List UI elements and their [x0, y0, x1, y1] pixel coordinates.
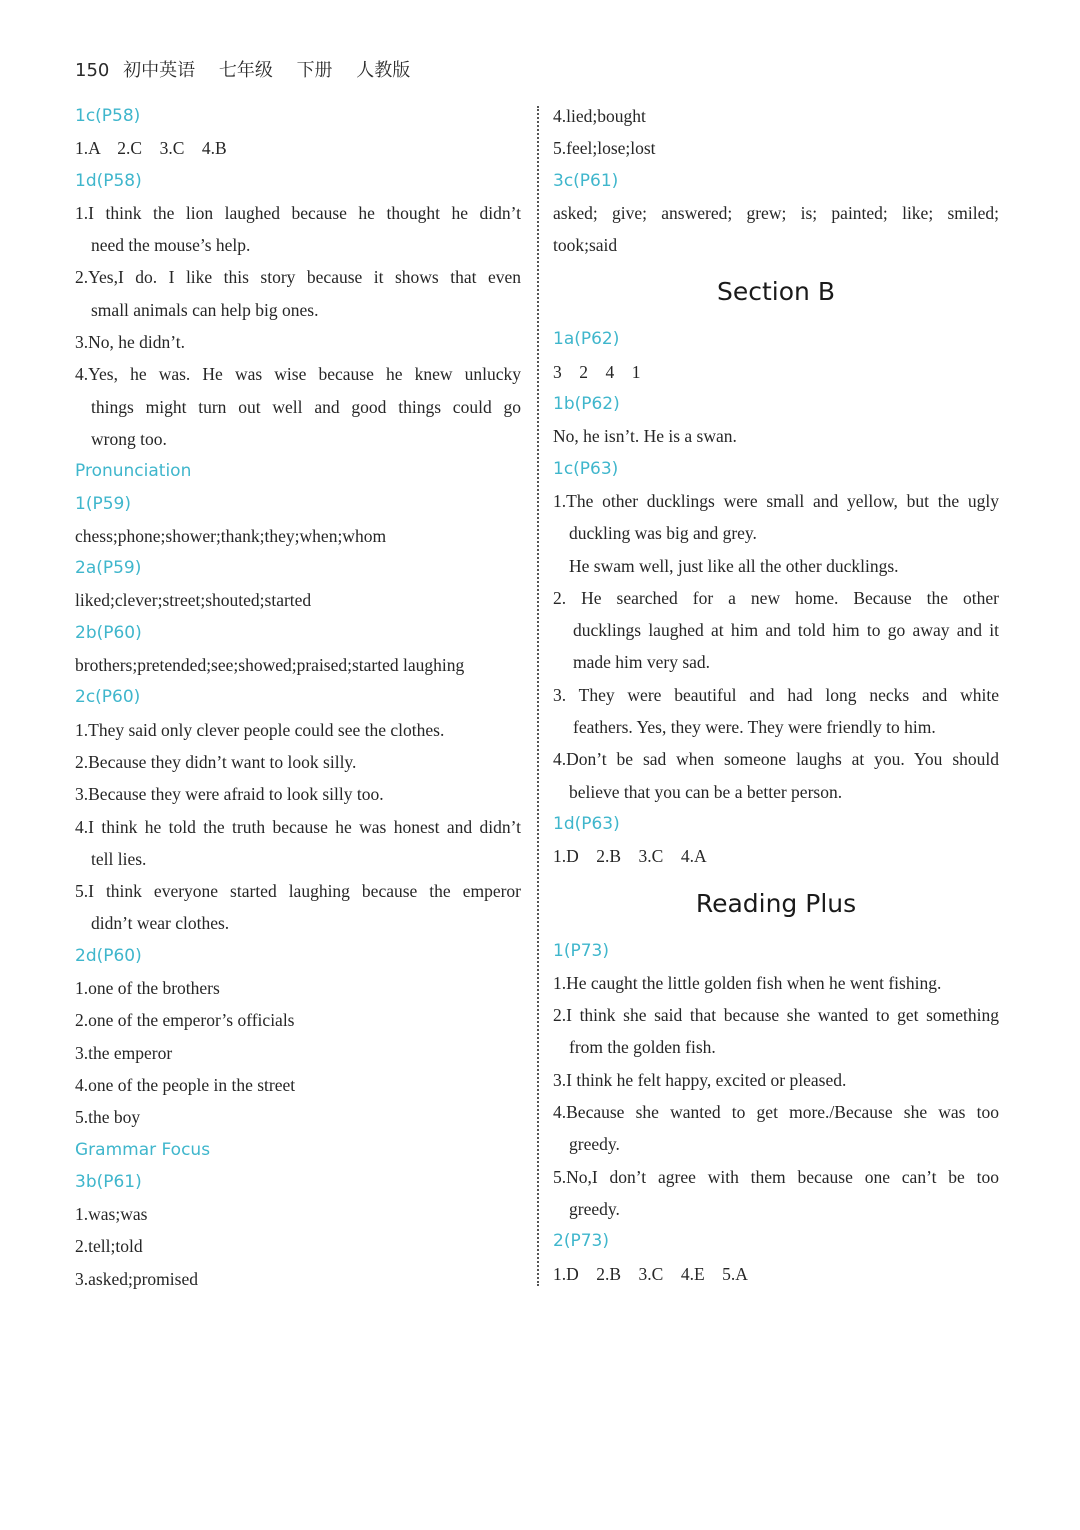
answer-line: 4.Don’t be sad when someone laughs at you. You should [553, 749, 999, 770]
answer-line: 2.tell;told [75, 1236, 143, 1257]
section-label: 1a(P62) [553, 329, 620, 350]
section-label: 1(P59) [75, 493, 131, 514]
answer-line: 4.lied;bought [553, 106, 646, 126]
column-divider [537, 106, 539, 1286]
answer-line: liked;clever;street;shouted;started [75, 590, 312, 611]
answer-line: took;said [553, 235, 618, 256]
answer-line: 3.Because they were afraid to look silly too. [75, 784, 384, 805]
answer-line: 1.The other ducklings were small and yellow, but the ugly [553, 490, 999, 511]
section-label: Grammar Focus [75, 1139, 211, 1160]
header-edition: 人教版 [356, 60, 411, 81]
answer-line: need the mouse’s help. [91, 235, 251, 256]
answer-line: made him very sad. [573, 652, 711, 673]
page-number: 150 [75, 60, 110, 81]
answer-line: 1.They said only clever people could see the clothes. [75, 719, 445, 740]
answer-line: 1.I think the lion laughed because he thought he didn’t [75, 202, 521, 223]
answer-line: 1.D 2.B 3.C 4.A [553, 846, 707, 867]
answer-line: 1.was;was [75, 1204, 148, 1225]
section-label: 1d(P63) [553, 813, 620, 834]
header-subject: 初中英语 [123, 60, 196, 81]
answer-line: believe that you can be a better person. [569, 781, 843, 802]
answer-line: 5.No,I don’t agree with them because one can’t be too [553, 1166, 999, 1187]
section-label: 2a(P59) [75, 558, 142, 579]
answer-line: 3. They were beautiful and had long necks and white [553, 684, 999, 705]
answer-line: things might turn out well and good things could go [91, 396, 521, 417]
answer-line: feathers. Yes, they were. They were friendly to him. [573, 717, 936, 738]
answer-line: 5.the boy [75, 1107, 141, 1128]
section-label: 1c(P63) [553, 458, 619, 479]
section-label: 1d(P58) [75, 170, 142, 191]
answer-line: 4.I think he told the truth because he was honest and didn’t [75, 816, 521, 837]
section-label: Pronunciation [75, 461, 192, 482]
answer-line: 3.the emperor [75, 1042, 173, 1063]
answer-line: 3.asked;promised [75, 1268, 198, 1289]
answer-line: 5.I think everyone started laughing because the emperor [75, 881, 521, 902]
answer-line: 2. He searched for a new home. Because the other [553, 587, 999, 608]
answer-line: duckling was big and grey. [569, 523, 757, 544]
answer-line: He swam well, just like all the other ducklings. [569, 555, 899, 576]
section-heading: Reading Plus [695, 888, 857, 918]
header-grade: 七年级 [218, 60, 273, 81]
answer-line: 2.one of the emperor’s officials [75, 1010, 295, 1031]
answer-line: No, he isn’t. He is a swan. [553, 426, 737, 447]
section-label: 1b(P62) [553, 394, 620, 415]
section-label: 2b(P60) [75, 622, 142, 643]
section-label: 3b(P61) [75, 1171, 142, 1192]
answer-line: chess;phone;shower;thank;they;when;whom [75, 525, 387, 546]
answer-line: 1.He caught the little golden fish when he went fishing. [553, 972, 942, 993]
answer-line: wrong too. [91, 428, 167, 449]
answer-line: 4.Yes, he was. He was wise because he knew unlucky [75, 364, 521, 385]
section-label: 1c(P58) [75, 106, 141, 126]
answer-line: ducklings laughed at him and told him to go away and it [573, 620, 999, 641]
answer-line: 3.No, he didn’t. [75, 332, 186, 353]
answer-line: 4.one of the people in the street [75, 1074, 296, 1095]
answer-line: tell lies. [91, 848, 147, 869]
section-heading: Section B [717, 277, 835, 307]
answer-line: 2.Because they didn’t want to look silly. [75, 751, 357, 772]
section-label: 2d(P60) [75, 945, 142, 966]
answer-line: from the golden fish. [569, 1037, 716, 1058]
answer-line: 4.Because she wanted to get more./Because she was too [553, 1102, 999, 1123]
page-header [75, 56, 428, 82]
answer-line: greedy. [569, 1198, 620, 1219]
header-volume: 下册 [296, 60, 333, 81]
answer-line: 3 2 4 1 [553, 361, 641, 382]
answer-line: 1.A 2.C 3.C 4.B [75, 138, 227, 159]
section-label: 1(P73) [553, 940, 609, 961]
answer-line: greedy. [569, 1134, 620, 1155]
answer-line: 3.I think he felt happy, excited or pleased. [553, 1069, 847, 1090]
section-label: 3c(P61) [553, 170, 619, 191]
right-column [553, 100, 999, 1290]
answer-line: 2.I think she said that because she wanted to get something [553, 1005, 999, 1026]
answer-line: asked; give; answered; grew; is; painted; like; smiled; [553, 202, 999, 223]
answer-line: didn’t wear clothes. [91, 913, 230, 934]
section-label: 2(P73) [553, 1231, 609, 1252]
answer-line: small animals can help big ones. [91, 299, 319, 320]
left-column [75, 100, 521, 1295]
answer-line: 2.Yes,I do. I like this story because it shows that even [75, 267, 521, 288]
answer-line: 1.D 2.B 3.C 4.E 5.A [553, 1263, 748, 1284]
section-label: 2c(P60) [75, 687, 141, 708]
answer-line: 1.one of the brothers [75, 978, 220, 999]
answer-line: 5.feel;lose;lost [553, 138, 656, 159]
answer-line: brothers;pretended;see;showed;praised;started laughing [75, 655, 465, 676]
